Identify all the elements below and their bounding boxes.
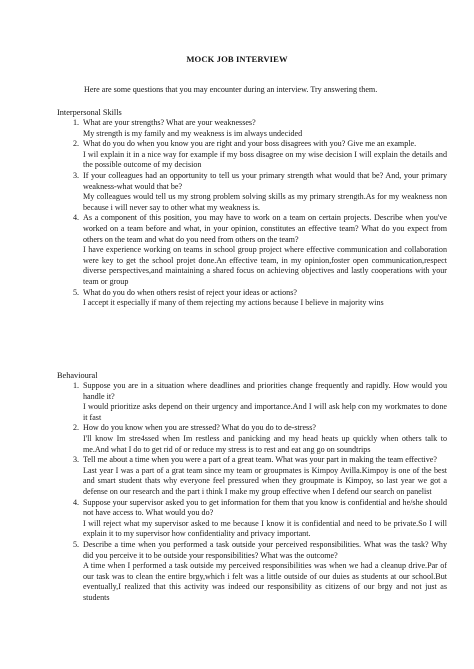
list-item: [57, 455, 447, 497]
question-text: Suppose your supervisor asked you to get information for them that you know is confidential and he/she should not have access to. What would you do?: [83, 497, 447, 518]
item-number: 2.: [73, 423, 80, 433]
question-text: What do you do when you know you are right and your boss disagrees with you? Give me an example.: [83, 139, 417, 149]
intro-text: Here are some questions that you may encounter during an interview. Try answering them.: [84, 85, 378, 94]
list-item: [57, 288, 447, 309]
item-number: 4.: [73, 497, 80, 507]
answer-text: My colleagues would tell us my strong problem solving skills as my primary strength.As for my weakness non because i will never say to other what my weakness is.: [83, 192, 447, 212]
interpersonal-question-list: [57, 118, 447, 309]
answer-text: I wil explain it in a nice way for example if my boss disagree on my wise decision I will explain the details and the possible outcome of my decision: [83, 149, 447, 170]
list-item: [57, 139, 447, 171]
item-number: 2.: [73, 139, 80, 149]
answer-text: I have experience working on teams in school group project where effective communication and collaboration were key to get the school projet done.An effective team, in my opinion,foster open communication,respect diverse perspectives,and maintaining a shared focus on achieving objectives and lastly cooperations with your team or group: [83, 245, 447, 286]
question-text: Describe a time when you performed a task outside your perceived responsibilities. What was the task? Why did you perceive it to be outside your responsibilities? What was the outcome?: [83, 539, 447, 560]
question-text: What are your strengths? What are your weaknesses?: [83, 118, 256, 127]
list-item: [57, 213, 447, 287]
list-item: [57, 171, 447, 213]
question-text: Suppose you are in a situation where deadlines and priorities change frequently and rapidly. How would you handle it?: [83, 381, 447, 401]
question-text: As a component of this position, you may have to work on a team on certain projects. Describe when you've worked on a team before and what, in your opinion, constitutes an effective team? What do you expect from others on the team and what do you need from others on the team?: [83, 213, 447, 244]
answer-text: I will reject what my supervisor asked to me because I know it is confidential and need to be private.So I will explain it to my supervisor how confidentiality and privacy important.: [83, 518, 447, 539]
section-heading-behavioural: Behavioural: [57, 371, 98, 380]
answer-text: I'll know Im stre4ssed when Im restless and panicking and my head heats up quickly when others talk to me.And what I do to get rid of or reduce my stress is to rest and eat ang go on soundtrips: [83, 433, 447, 454]
question-text: If your colleagues had an opportunity to tell us your primary strength what would that be? And, your primary weakness-what would that be?: [83, 170, 447, 191]
answer-text: I accept it especially if many of them rejecting my actions because I believe in majority wins: [83, 298, 384, 308]
item-number: 3.: [73, 455, 80, 465]
section-heading-interpersonal: Interpersonal Skills: [57, 108, 122, 117]
answer-text: I would prioritize asks depend on their urgency and importance.And I will ask help con my workmates to done it fast: [83, 402, 447, 422]
document-title: MOCK JOB INTERVIEW: [186, 54, 288, 64]
answer-text: My strength is my family and my weakness is im always undecided: [83, 128, 303, 138]
question-text: What do you do when others resist of reject your ideas or actions?: [83, 287, 297, 297]
list-item: [57, 423, 447, 455]
item-number: 3.: [73, 170, 80, 180]
question-text: How do you know when you are stressed? What do you do to de-stress?: [83, 423, 316, 433]
answer-text: A time when I performed a task outside my perceived responsibilities was when we had a cleanup drive.Par of our task was to clean the entire brgy,which i felt was a little outside of our duies as students at our school.But eventually,I realized that this activity was indeed our responsibility as citizens of our brgy and not just as students: [83, 561, 447, 602]
list-item: [57, 381, 447, 423]
question-text: Tell me about a time when you were a part of a great team. What was your part in making the team effective?: [83, 455, 437, 465]
answer-text: Last year I was a part of a grat team since my team or groupmates is Kimpoy Avilla.Kimpoy is one of the best and smart student thats why everyone feel pressured when they groupmate is Kimpoy, so last year we got a defense on our research and the part i think I make my group effective when I defend our search on panelist: [83, 465, 447, 496]
list-item: [57, 118, 447, 139]
list-item: [57, 540, 447, 604]
item-number: 4.: [73, 213, 80, 223]
item-number: 5.: [73, 539, 80, 549]
item-number: 1.: [73, 118, 80, 127]
behavioural-question-list: [57, 381, 447, 603]
list-item: [57, 498, 447, 540]
item-number: 5.: [73, 287, 80, 297]
item-number: 1.: [73, 381, 80, 390]
